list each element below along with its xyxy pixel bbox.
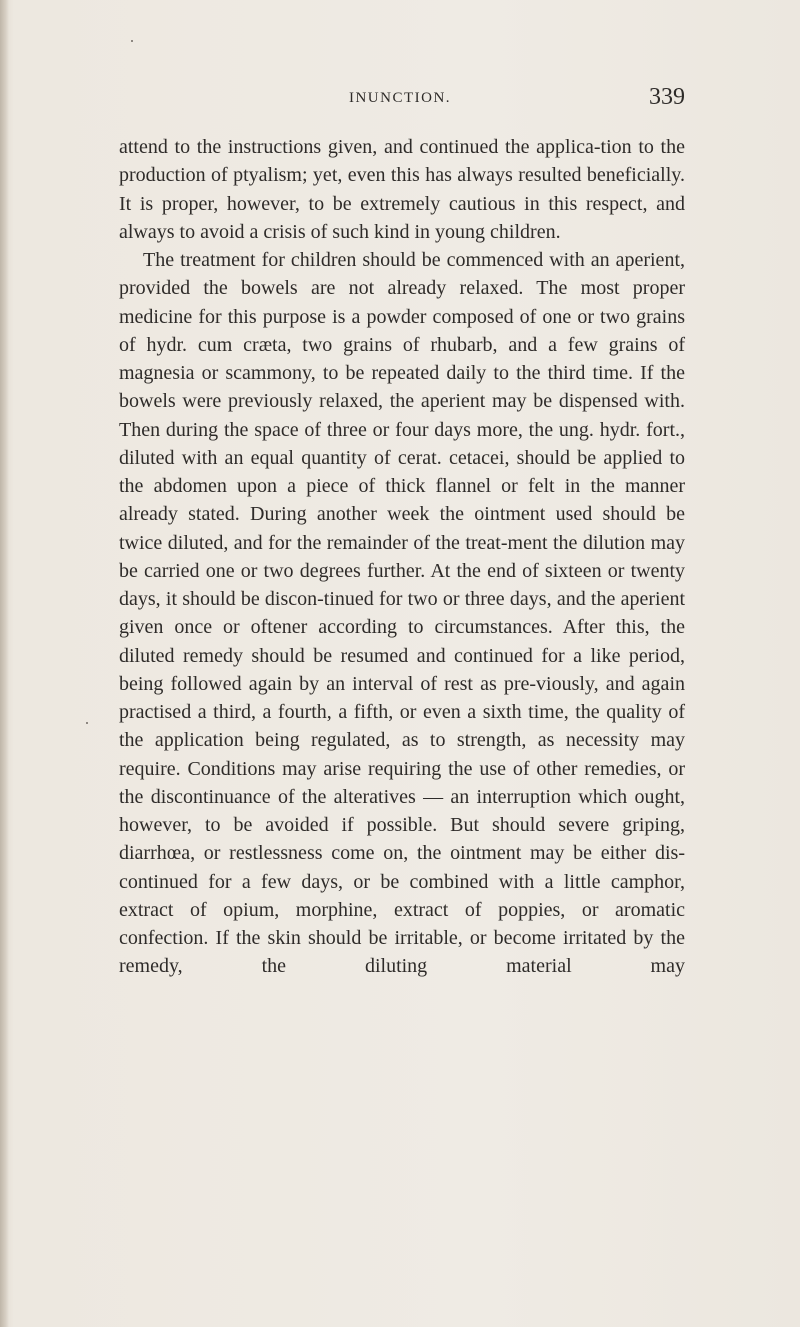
paper-speck xyxy=(131,40,133,42)
binding-edge xyxy=(0,0,9,1327)
page-number: 339 xyxy=(649,84,685,110)
body-text xyxy=(119,133,685,981)
paragraph-1: attend to the instructions given, and continued the applica-tion to the production of ptyalism; yet, even this has always resulted beneficially. It is proper, however, to be extremely cautious in this respect, and always to avoid a crisis of such kind in young children. xyxy=(119,136,685,243)
paragraph-2: The treatment for children should be commenced with an aperient, provided the bowels are not already relaxed. The most proper medicine for this purpose is a powder composed of one or two grains of hydr. cum cræta, two grains of rhubarb, and a few grains of magnesia or scammony, to be repeated daily to the third time. If the bowels were previously relaxed, the aperient may be dispensed with. Then during the space of three or four days more, the ung. hydr. fort., diluted with an equal quantity of cerat. cetacei, should be applied to the abdomen upon a piece of thick flannel or felt in the manner already stated. During another week the ointment used should be twice diluted, and for the remainder of the treat-ment the dilution may be carried one or two degrees further. At the end of sixteen or twenty days, it should be discon-tinued for two or three days, and the aperient given once or oftener according to circumstances. After this, the diluted remedy should be resumed and continued for a like period, being followed again by an interval of rest as pre-viously, and again practised a third, a fourth, a fifth, or even a sixth time, the quality of the application being regulated, as to strength, as necessity may require. Conditions may arise requiring the use of other remedies, or the discontinuance of the alteratives — an interruption which ought, however, to be avoided if possible. But should severe griping, diarrhœa, or restlessness come on, the ointment may be either dis-continued for a few days, or be combined with a little camphor, extract of opium, morphine, extract of poppies, or aromatic confection. If the skin should be irritable, or become irritated by the remedy, the diluting material may xyxy=(119,249,685,978)
running-head: INUNCTION. xyxy=(348,90,452,106)
page-header xyxy=(120,84,685,116)
paper-speck xyxy=(86,722,88,724)
